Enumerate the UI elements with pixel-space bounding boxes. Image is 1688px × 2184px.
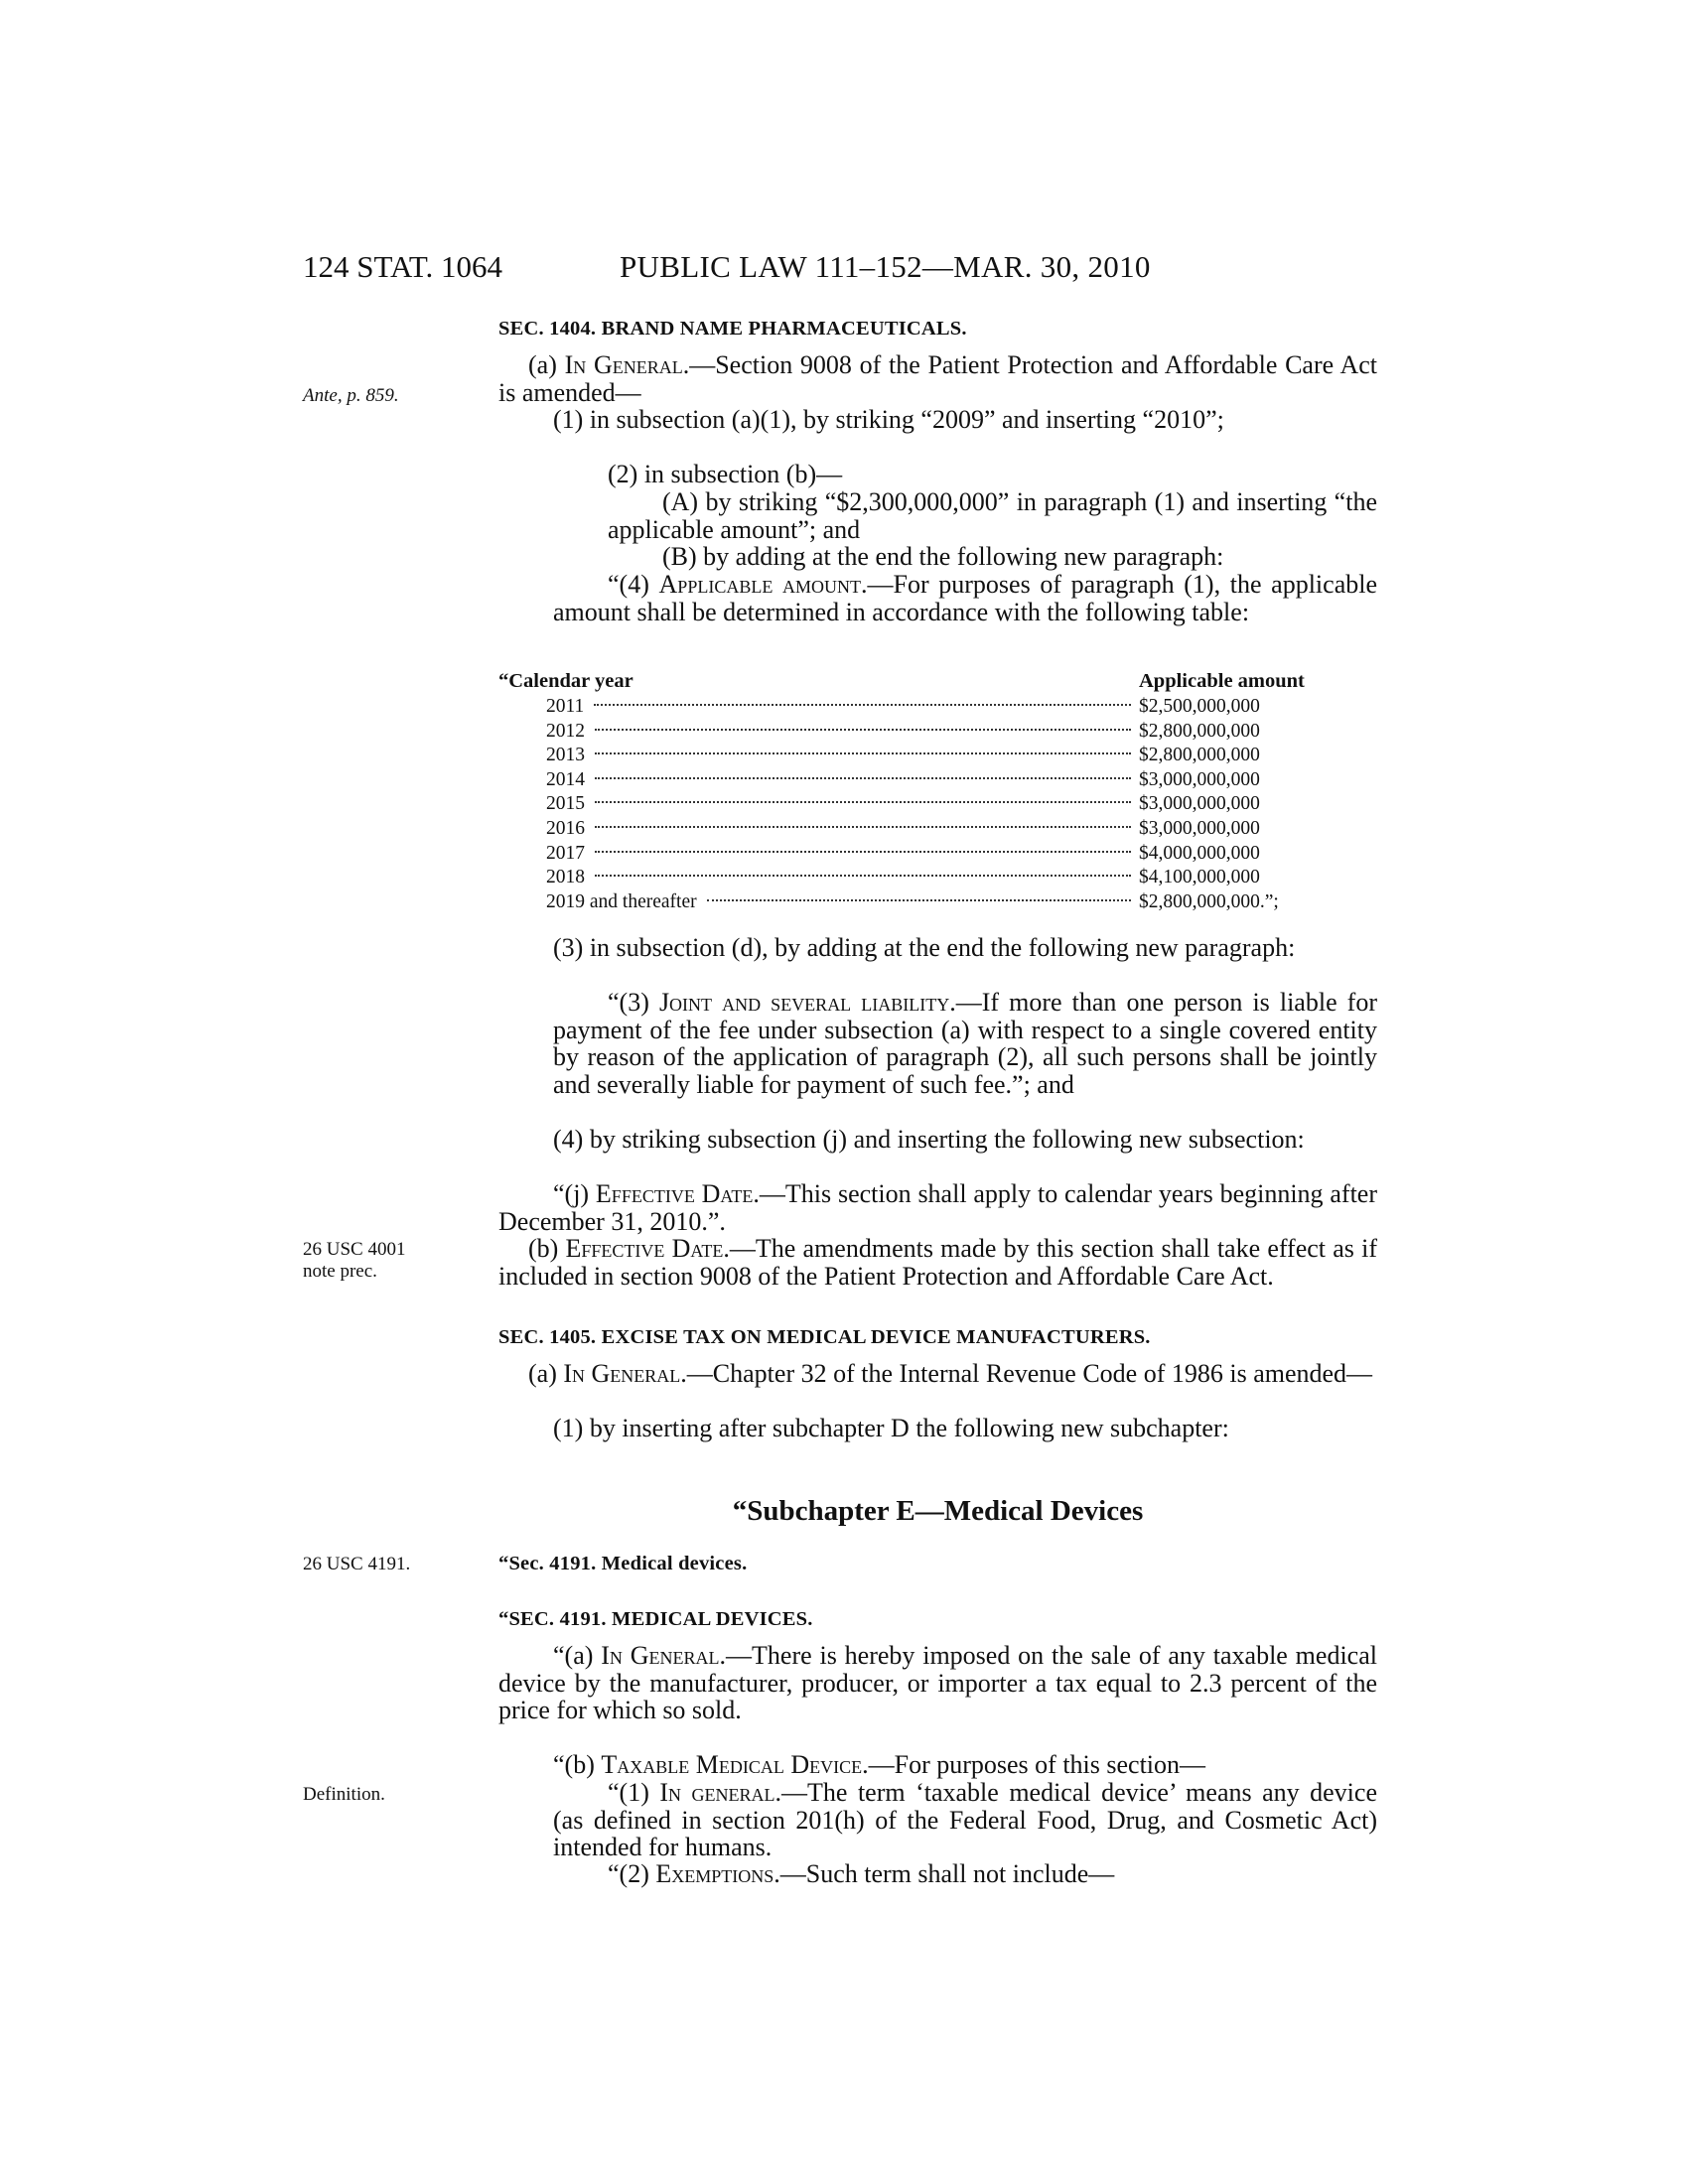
paragraph-4-applicable-amount: “(4) Applicable amount.—For purposes of paragraph (1), the applicable amount shall be determined in accordance with the following table: bbox=[553, 570, 1378, 626]
table-row: 2017 $4,000,000,000 bbox=[546, 842, 1260, 864]
margin-note-26-usc-4191: 26 USC 4191. bbox=[303, 1554, 411, 1574]
public-law-title: PUBLIC LAW 111–152—MAR. 30, 2010 bbox=[620, 249, 1151, 284]
table-row: 2013 $2,800,000,000 bbox=[546, 745, 1260, 766]
subchapter-e-title: “Subchapter E—Medical Devices bbox=[732, 1495, 1144, 1527]
section-1404-heading: SEC. 1404. BRAND NAME PHARMACEUTICALS. bbox=[498, 318, 967, 340]
section-4191-b-2: “(2) Exemptions.—Such term shall not include— bbox=[608, 1859, 1115, 1888]
table-row: 2016 $3,000,000,000 bbox=[546, 817, 1260, 839]
margin-note-definition: Definition. bbox=[303, 1784, 385, 1805]
table-row: 2012 $2,800,000,000 bbox=[546, 720, 1260, 742]
column-calendar-year: “Calendar year bbox=[498, 670, 633, 692]
joint-and-several-liability: “(3) Joint and several liability.—If more than one person is liable for payment of the fee under subsection (a) with respect to a single covered entity by reason of the application of paragraph (2), all such persons shall be jointly and severally liable for payment of such fee.”; and bbox=[553, 988, 1377, 1099]
stat-page-number: 124 STAT. 1064 bbox=[303, 249, 503, 284]
section-1404-a-1: (1) in subsection (a)(1), by striking “2009” and inserting “2010”; bbox=[553, 405, 1224, 434]
section-1405-a-1: (1) by inserting after subchapter D the following new subchapter: bbox=[553, 1414, 1229, 1442]
section-4191-a: “(a) In General.—There is hereby imposed on the sale of any taxable medical device by the manufacturer, producer, or importer a tax equal to 2.3 percent of the price for which so sold. bbox=[498, 1641, 1377, 1724]
section-1404-a-2-A: (A) by striking “$2,300,000,000” in paragraph (1) and inserting “the applicable amount”; and bbox=[608, 487, 1377, 544]
section-1404-a-2-B: (B) by adding at the end the following new paragraph: bbox=[662, 542, 1224, 571]
table-header bbox=[498, 670, 1347, 696]
section-4191-b-1: “(1) In general.—The term ‘taxable medical device’ means any device (as defined in section 201(h) of the Federal Food, Drug, and Cosmetic Act) intended for humans. bbox=[553, 1778, 1377, 1861]
section-1404-a-2: (2) in subsection (b)— bbox=[608, 460, 843, 488]
table-row: 2011 $2,500,000,000 bbox=[546, 696, 1260, 717]
margin-note-26-usc-4001: 26 USC 4001 note prec. bbox=[303, 1239, 406, 1282]
section-1404-a: (a) In General.—Section 9008 of the Patient Protection and Affordable Care Act is amended— bbox=[498, 350, 1377, 407]
subsection-j-effective-date: “(j) Effective Date.—This section shall apply to calendar years beginning after December 31, 2010.”. bbox=[498, 1179, 1378, 1236]
margin-note-ante: Ante, p. 859. bbox=[303, 385, 399, 406]
column-applicable-amount: Applicable amount bbox=[1139, 670, 1305, 692]
section-1404-a-3: (3) in subsection (d), by adding at the end the following new paragraph: bbox=[553, 933, 1296, 962]
section-1404-b: (b) Effective Date.—The amendments made by this section shall take effect as if included in section 9008 of the Patient Protection and Affordable Care Act. bbox=[498, 1234, 1377, 1291]
table-row: 2019 and thereafter $2,800,000,000.”; bbox=[546, 890, 1279, 912]
table-row: 2014 $3,000,000,000 bbox=[546, 768, 1260, 790]
section-1405-a: (a) In General.—Chapter 32 of the Internal Revenue Code of 1986 is amended— bbox=[528, 1359, 1373, 1388]
section-4191-b: “(b) Taxable Medical Device.—For purposes of this section— bbox=[553, 1750, 1206, 1779]
section-4191-heading: “SEC. 4191. MEDICAL DEVICES. bbox=[498, 1608, 813, 1630]
section-1404-a-4: (4) by striking subsection (j) and inserting the following new subsection: bbox=[553, 1125, 1305, 1154]
table-row: 2015 $3,000,000,000 bbox=[546, 793, 1260, 815]
section-1405-heading: SEC. 1405. EXCISE TAX ON MEDICAL DEVICE MANUFACTURERS. bbox=[498, 1326, 1151, 1348]
applicable-amount-table bbox=[498, 670, 1347, 915]
table-row: 2018 $4,100,000,000 bbox=[546, 867, 1260, 888]
table-of-sections-entry: “Sec. 4191. Medical devices. bbox=[498, 1553, 748, 1574]
